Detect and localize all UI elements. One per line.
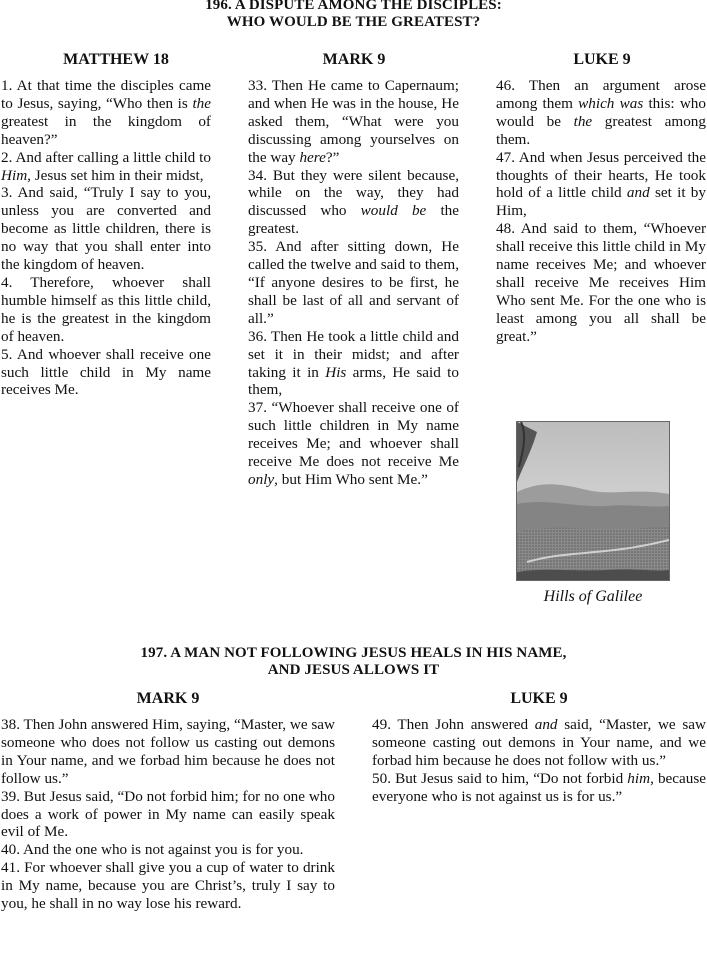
verse — [1, 346, 211, 400]
verse-text: 50. But Jesus said to him, “Do not forbid — [372, 769, 628, 787]
verse — [1, 788, 335, 842]
verse-text: this: who would be — [496, 94, 706, 130]
verse — [1, 716, 335, 788]
verse-italic-text: him — [627, 769, 651, 787]
verse-text: arms, He said to them, — [248, 363, 459, 399]
verse-italic-text: Him, — [1, 166, 31, 184]
verse-text: 5. And whoever shall receive one such little child in My name receives Me. — [1, 345, 211, 399]
verse-text: greatest among them. — [496, 112, 706, 148]
section-197-title-line-2: AND JESUS ALLOWS IT — [267, 662, 440, 678]
luke-9-heading-197: LUKE 9 — [510, 690, 568, 707]
mark-9-text — [248, 77, 459, 489]
verse-text: said, “Master, we saw someone casting out demons in Your name, and we forbad him because he does not follow with us.” — [372, 716, 706, 769]
verse — [248, 238, 459, 328]
verse-text: 2. And after calling a little child to — [1, 148, 211, 166]
section-197-title-line-1: 197. A MAN NOT FOLLOWING JESUS HEALS IN HIS NAME, — [140, 645, 567, 661]
verse-italic-text: which was — [578, 94, 644, 112]
verse-text: , because everyone who is not against us is for us.” — [372, 769, 707, 805]
verse-text: 48. And said to them, “Whoever shall receive this little child in My name receives Me; and whoever shall receive Me receives Him Who sent Me. For the one who is least among you all shall be great.” — [496, 220, 706, 345]
mark-9-text-197 — [1, 716, 335, 913]
verse-text: 35. And after sitting down, He called the twelve and said to them, “If anyone desires to be first, he shall be last of all and servant of all.” — [248, 238, 459, 327]
verse-text: 33. Then He came to Capernaum; and when He was in the house, He asked them, “What were you discussing among yourselves on the way — [248, 77, 459, 166]
verse-text: 3. And said, “Truly I say to you, unless you are converted and become as little children, there is no way that you shall enter into the kingdom of heaven. — [1, 184, 211, 274]
verse — [1, 184, 211, 274]
verse-text: 1. At that time the disciples came to Jesus, saying, “Who then is — [1, 77, 211, 112]
verse-text: Jesus set him in their midst, — [30, 166, 204, 184]
verse — [1, 841, 335, 859]
luke-9-heading: LUKE 9 — [573, 51, 631, 68]
verse-text: 4. Therefore, whoever shall humble himself as this little child, he is the greatest in the kingdom of heaven. — [1, 273, 211, 345]
verse-text: 36. Then He took a little child and set it in their midst; and after taking it in — [248, 327, 459, 381]
verse-italic-text: would be — [360, 202, 427, 220]
verse — [1, 274, 211, 346]
luke-9-text — [496, 77, 706, 346]
mark-9-heading: MARK 9 — [322, 51, 386, 68]
verse-text: 41. For whoever shall give you a cup of water to drink in My name, because you are Christ’s, truly I say to you, he shall in no way lose his reward. — [1, 859, 335, 913]
verse — [372, 770, 706, 806]
verse — [248, 328, 459, 400]
verse — [1, 77, 211, 149]
verse — [248, 77, 459, 167]
verse-text: 49. Then John answered — [372, 716, 535, 733]
verse-text: 46. Then an argument arose among them — [496, 77, 706, 112]
verse-text: 39. But Jesus said, “Do not forbid him; for no one who does a work of power in My name can easily speak evil of Me. — [1, 787, 335, 841]
verse-text: 40. And the one who is not against you is for you. — [1, 841, 304, 859]
verse-italic-text: only — [248, 470, 275, 488]
verse — [372, 716, 706, 770]
photo-caption: Hills of Galilee — [543, 588, 643, 605]
verse — [496, 149, 706, 221]
verse-text: 37. “Whoever shall receive one of such little children in My name receives Me; and whoever shall receive Me does not receive Me — [248, 399, 459, 471]
verse-text: , but Him Who sent Me.” — [274, 470, 428, 488]
luke-9-text-197 — [372, 716, 706, 806]
mark-9-heading-197: MARK 9 — [136, 690, 200, 707]
verse — [248, 399, 459, 489]
verse-text: the greatest. — [248, 202, 459, 238]
verse-italic-text: here — [299, 148, 326, 166]
matthew-18-text — [1, 77, 211, 399]
section-196-title-line-1: 196. A DISPUTE AMONG THE DISCIPLES: — [205, 0, 502, 13]
verse-italic-text: and — [626, 184, 650, 202]
section-196-title-line-2: WHO WOULD BE THE GREATEST? — [226, 14, 481, 30]
hills-of-galilee-photo — [516, 421, 670, 581]
verse-italic-text: His — [325, 363, 347, 381]
verse — [496, 220, 706, 345]
verse — [1, 149, 211, 185]
verse — [1, 859, 335, 913]
verse-italic-text: the — [192, 94, 211, 112]
verse-italic-text: the — [573, 112, 593, 130]
matthew-18-heading: MATTHEW 18 — [63, 51, 169, 68]
verse-italic-text: and — [534, 716, 558, 733]
verse-text: 38. Then John answered Him, saying, “Master, we saw someone who does not follow us casting out demons in Your name, and we forbad him because he does not follow us.” — [1, 716, 336, 787]
verse-text: 34. But they were silent because, while on the way, they had discussed who — [248, 166, 459, 220]
verse-text: ?” — [325, 148, 340, 166]
verse — [248, 167, 459, 239]
verse-text: 47. And when Jesus perceived the thoughts of their hearts, He took hold of a little child — [496, 148, 706, 202]
verse-text: set it by Him, — [496, 184, 706, 220]
verse — [496, 77, 706, 149]
verse-text: greatest in the kingdom of heaven?” — [1, 112, 211, 148]
